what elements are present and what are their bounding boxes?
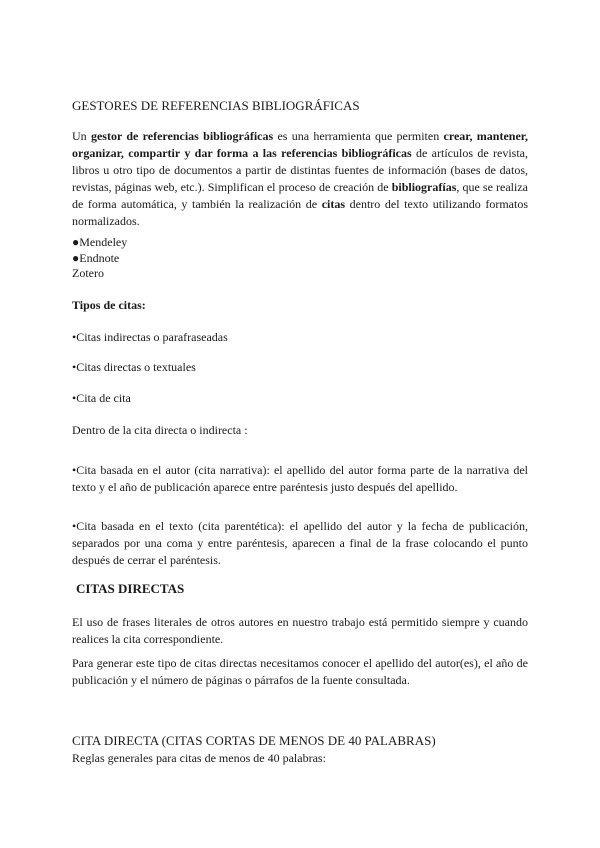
dentro-text: Dentro de la cita directa o indirecta : [72, 423, 248, 437]
cita-autor-paragraph: •Cita basada en el autor (cita narrativa): el apellido del autor forma parte de la narrativa del texto y el año de publicación aparece entre paréntesis justo después del apellido. [72, 463, 528, 494]
citas-directas-heading: CITAS DIRECTAS [76, 581, 185, 596]
tipo-item: •Citas indirectas o parafraseadas [72, 330, 228, 344]
tipo-item: •Cita de cita [72, 391, 131, 405]
cita-texto-paragraph: •Cita basada en el texto (cita parentética): el apellido del autor y la fecha de publicación, separados por una coma y entre paréntesis, aparecen a final de la frase colocando el punto después de cerrar el paréntesis. [72, 519, 528, 567]
manager-item: Zotero [72, 266, 104, 280]
generar-paragraph: Para generar este tipo de citas directas necesitamos conocer el apellido del autor(es), el año de publicación y el número de páginas o párrafos de la fuente consultada. [72, 656, 528, 687]
document-title: GESTORES DE REFERENCIAS BIBLIOGRÁFICAS [72, 98, 360, 113]
tipos-heading: Tipos de citas: [72, 298, 146, 312]
cita-corta-heading: CITA DIRECTA (CITAS CORTAS DE MENOS DE 40 PALABRAS) [72, 733, 436, 748]
tipo-item: •Citas directas o textuales [72, 360, 196, 374]
reglas-text: Reglas generales para citas de menos de 40 palabras: [72, 751, 326, 765]
manager-item: ●Endnote [72, 251, 120, 265]
intro-paragraph: Un gestor de referencias bibliográficas es una herramienta que permiten crear, mantener, organizar, compartir y dar forma a las referencias bibliográficas de artículos de revista, libros u otro tipo de documentos a partir de distintas fuentes de información (bases de datos, revistas, páginas web, etc.). Simplifican el proceso de creación de bibliografías, que se realiza de forma automática, y también la realización de citas dentro del texto utilizando formatos normalizados. [72, 129, 529, 228]
manager-item: ●Mendeley [72, 235, 128, 249]
uso-paragraph: El uso de frases literales de otros autores en nuestro trabajo está permitido siempre y cuando realices la cita correspondiente. [72, 615, 528, 646]
